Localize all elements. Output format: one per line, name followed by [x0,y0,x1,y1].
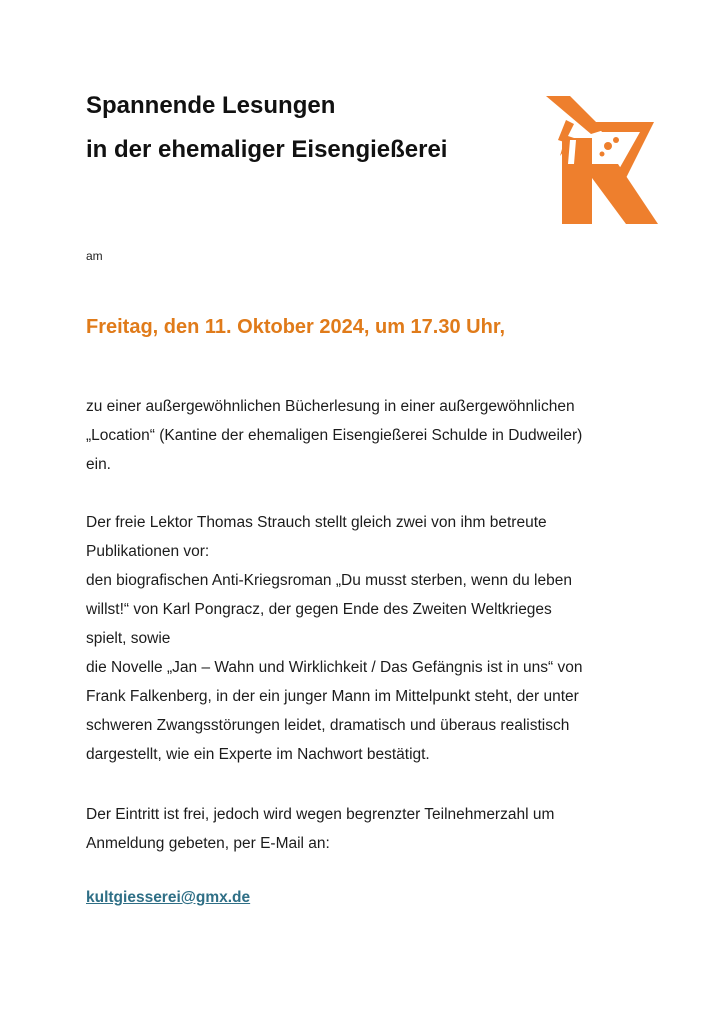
title-line-2: in der ehemaliger Eisengießerei [86,136,448,163]
kultgiesserei-k-logo-icon [544,94,662,226]
text-line: schweren Zwangsstörungen leidet, dramatisch und überaus realistisch [86,717,570,734]
text-line: Der Eintritt ist frei, jedoch wird wegen begrenzter Teilnehmerzahl um [86,806,555,823]
event-date: Freitag, den 11. Oktober 2024, um 17.30 Uhr, [86,316,506,338]
text-line: Frank Falkenberg, in der ein junger Mann im Mittelpunkt steht, der unter [86,688,579,705]
text-line: Der freie Lektor Thomas Strauch stellt gleich zwei von ihm betreute [86,514,547,531]
text-line: spielt, sowie [86,630,171,647]
logo-splash-3 [600,152,605,157]
text-line: dargestellt, wie ein Experte im Nachwort bestätigt. [86,746,430,763]
text-line: zu einer außergewöhnlichen Bücherlesung in einer außergewöhnlichen [86,398,575,415]
logo-stem [562,138,592,224]
page-title [86,84,447,172]
email-link[interactable]: kultgiesserei@gmx.de [86,889,251,906]
paragraph-publications [86,508,646,769]
title-line-1: Spannende Lesungen [86,92,336,119]
text-line: Anmeldung gebeten, per E-Mail an: [86,835,330,852]
logo-splash-2 [613,137,619,143]
text-line: willst!“ von Karl Pongracz, der gegen Ende des Zweiten Weltkrieges [86,601,552,618]
intro-am: am [86,249,103,263]
text-line: „Location“ (Kantine der ehemaligen Eisengießerei Schulde in Dudweiler) [86,427,583,444]
text-line: ein. [86,456,111,473]
text-line: die Novelle „Jan – Wahn und Wirklichkeit / Das Gefängnis ist in uns“ von [86,659,583,676]
logo-splash-1 [604,142,612,150]
text-line: den biografischen Anti-Kriegsroman „Du musst sterben, wenn du leben [86,572,572,589]
paragraph-invitation [86,392,646,479]
text-line: Publikationen vor: [86,543,210,560]
paragraph-registration [86,800,646,858]
logo-top-bar [546,96,604,134]
